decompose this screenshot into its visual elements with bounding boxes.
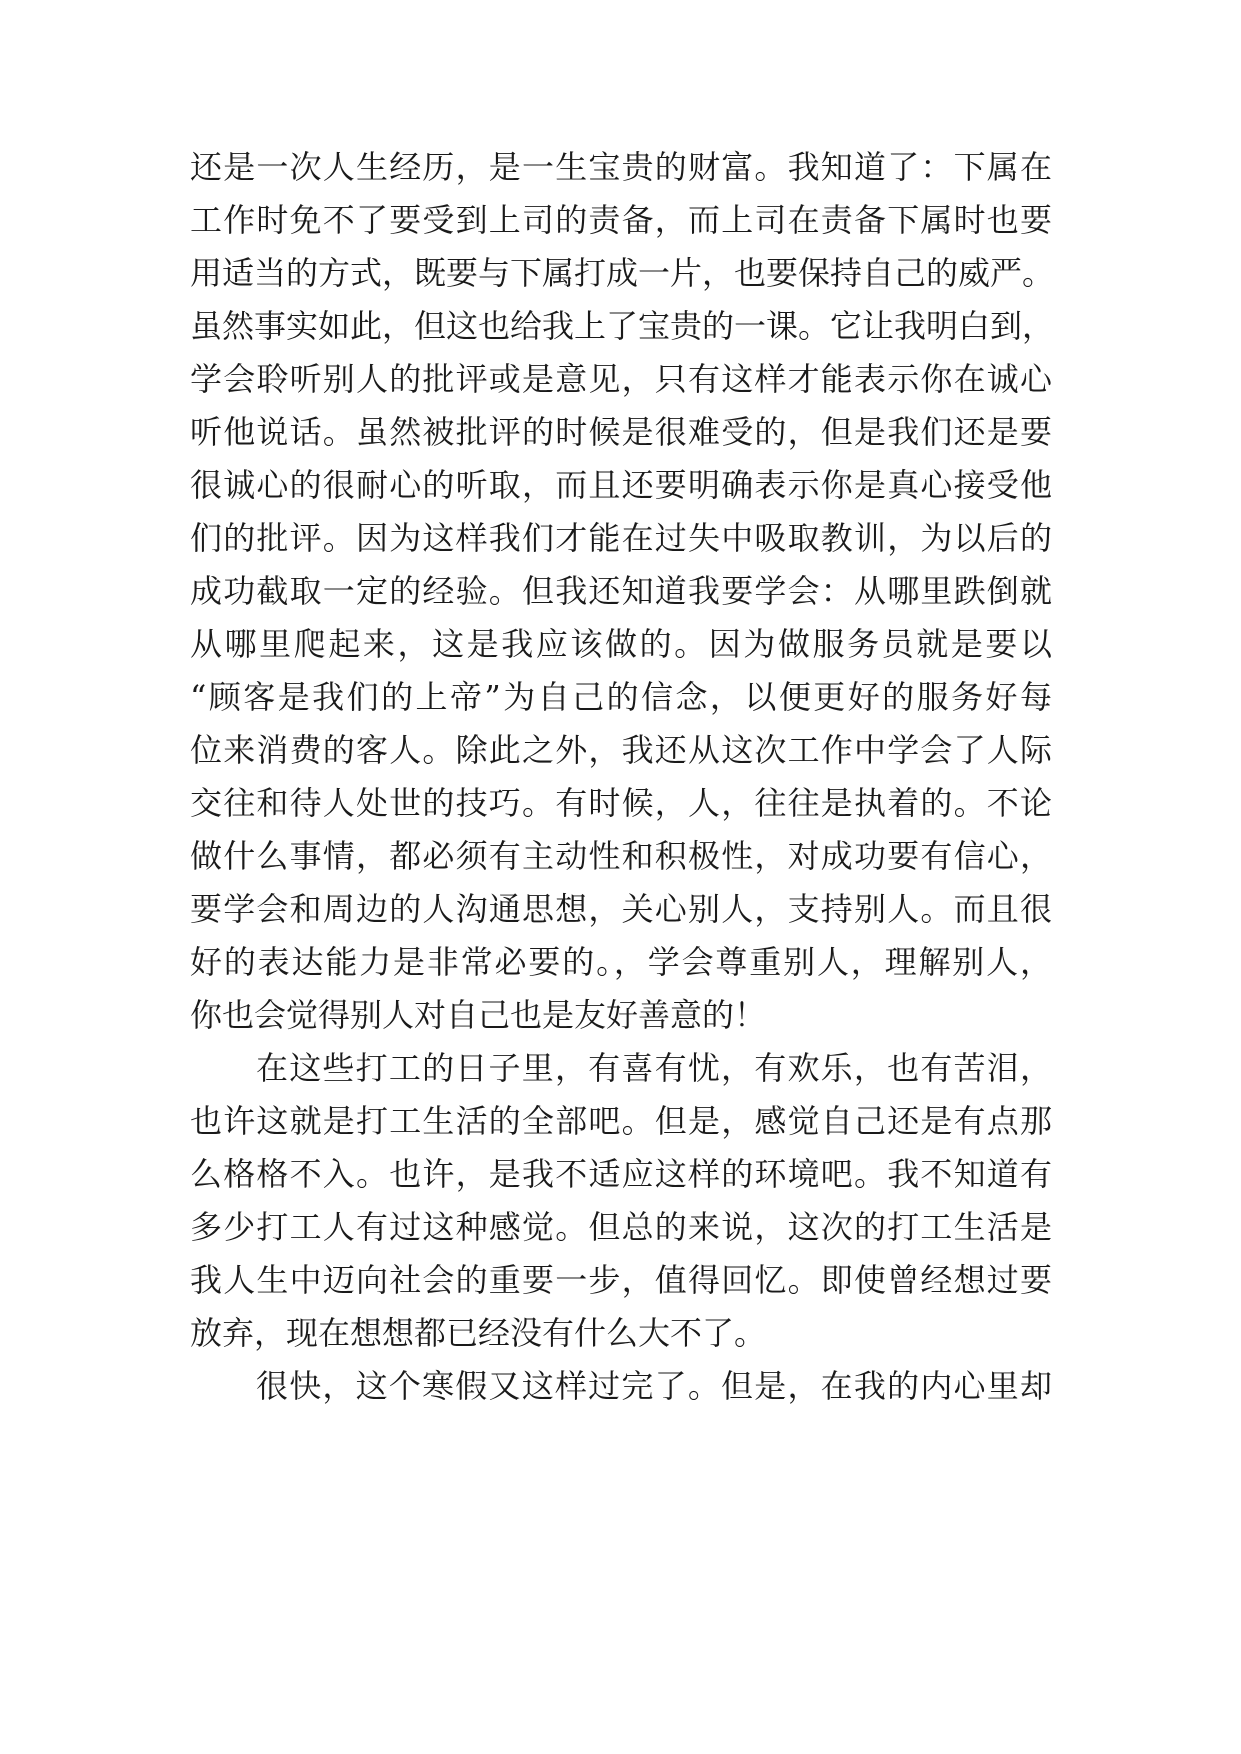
text-line: 很诚心的很耐心的听取，而且还要明确表示你是真心接受他 <box>190 466 1052 504</box>
paragraph-first-line: 很快，这个寒假又这样过完了。但是，在我的内心里却 <box>256 1367 1052 1405</box>
text-line: 听他说话。虽然被批评的时候是很难受的，但是我们还是要 <box>190 413 1052 451</box>
text-line: 还是一次人生经历，是一生宝贵的财富。我知道了：下属在 <box>190 148 1052 186</box>
text-line: 我人生中迈向社会的重要一步，值得回忆。即使曾经想过要 <box>190 1261 1052 1299</box>
text-line: 么格格不入。也许，是我不适应这样的环境吧。我不知道有 <box>190 1155 1052 1193</box>
text-line: 成功截取一定的经验。但我还知道我要学会：从哪里跌倒就 <box>190 572 1052 610</box>
text-line: 用适当的方式，既要与下属打成一片，也要保持自己的威严。 <box>190 254 1055 292</box>
text-line: 交往和待人处世的技巧。有时候，人，往往是执着的。不论 <box>190 784 1052 822</box>
text-line: 要学会和周边的人沟通思想，关心别人，支持别人。而且很 <box>190 890 1052 928</box>
text-line: 你也会觉得别人对自己也是友好善意的！ <box>190 996 767 1034</box>
paragraph-first-line: 在这些打工的日子里，有喜有忧，有欢乐，也有苦泪， <box>256 1049 1052 1087</box>
text-line: “顾客是我们的上帝”为自己的信念，以便更好的服务好每 <box>190 678 1052 716</box>
text-line: 好的表达能力是非常必要的。，学会尊重别人，理解别人， <box>190 943 1052 981</box>
text-line: 工作时免不了要受到上司的责备，而上司在责备下属时也要 <box>190 201 1052 239</box>
text-line: 虽然事实如此，但这也给我上了宝贵的一课。它让我明白到， <box>190 307 1055 345</box>
text-line: 放弃，现在想想都已经没有什么大不了。 <box>190 1314 767 1352</box>
text-line: 做什么事情，都必须有主动性和积极性，对成功要有信心， <box>190 837 1052 875</box>
text-line: 位来消费的客人。除此之外，我还从这次工作中学会了人际 <box>190 731 1052 769</box>
text-line: 学会聆听别人的批评或是意见，只有这样才能表示你在诚心 <box>190 360 1052 398</box>
text-line: 也许这就是打工生活的全部吧。但是，感觉自己还是有点那 <box>190 1102 1052 1140</box>
text-line: 从哪里爬起来，这是我应该做的。因为做服务员就是要以 <box>190 625 1052 663</box>
text-line: 们的批评。因为这样我们才能在过失中吸取教训，为以后的 <box>190 519 1052 557</box>
text-line: 多少打工人有过这种感觉。但总的来说，这次的打工生活是 <box>190 1208 1052 1246</box>
